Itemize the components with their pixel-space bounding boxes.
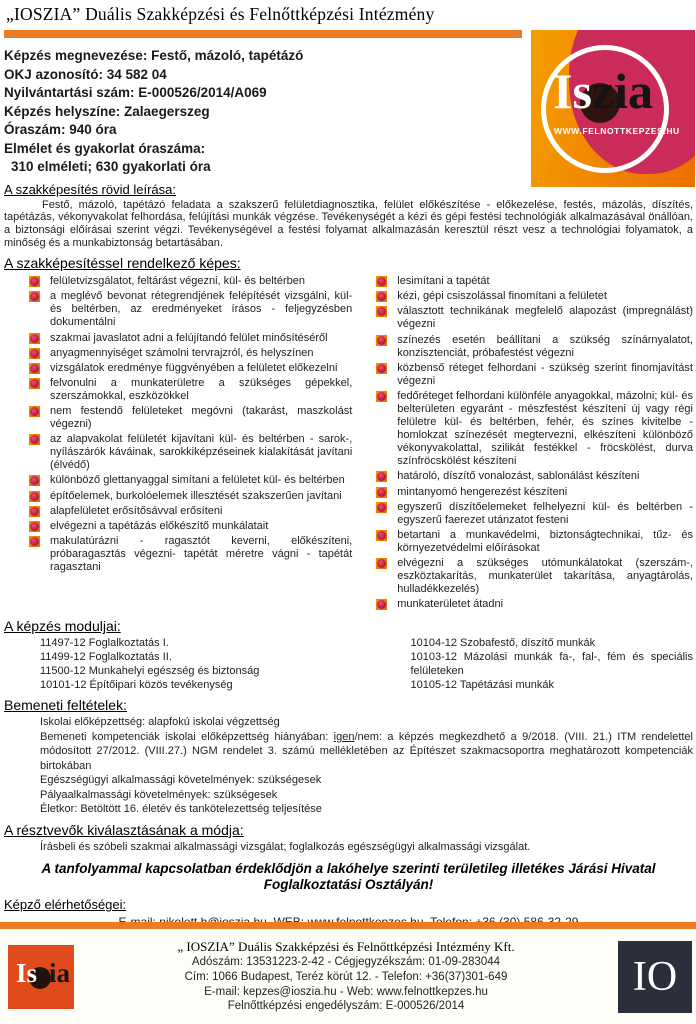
module-item: 10101-12 Építőipari közös tevékenység <box>40 679 233 692</box>
ioszia-bullet-icon <box>376 599 387 610</box>
ioszia-bullet-icon <box>376 335 387 346</box>
list-item-text: közbenső réteget felhordani - szükség szerint finomjavítást végezni <box>397 361 693 387</box>
list-item <box>376 290 693 303</box>
section-heading-entry-requirements: Bemeneti feltételek: <box>4 697 127 714</box>
list-item-text: betartani a munkavédelmi, biztonságtechnikai, tűz- és környezetvédelmi előírásokat <box>397 528 693 554</box>
course-info-line: Képzés megnevezése: Festő, mázoló, tapétázó <box>4 48 304 63</box>
list-item-text: lesimítani a tapétát <box>397 275 490 288</box>
logo-website-text: WWW.FELNOTTKEPZES.HU <box>554 126 680 136</box>
ioszia-bullet-icon <box>29 348 40 359</box>
list-item <box>29 405 352 431</box>
module-item: 11497-12 Foglalkoztatás I. <box>40 637 169 650</box>
footer-email-line: E-mail: kepzes@ioszia.hu - Web: www.felnottkepzes.hu <box>204 985 488 998</box>
entry-competency-prefix: Bemeneti kompetenciák iskolai előképzettség hiányában: <box>40 730 334 743</box>
list-item-text: nem festendő felületeket megóvni (takarást, maszkolást végezni) <box>50 404 353 431</box>
list-item-text: alapfelületet erősítősávval erősíteni <box>50 504 223 517</box>
list-item-text: munkaterületet átadni <box>397 598 504 611</box>
list-item-text: felvonulni a munkaterületre a szükséges gépekkel, szerszámokkal, eszközökkel <box>50 376 353 402</box>
footer-io-logo: IO <box>618 941 692 1013</box>
competency-list-right <box>362 273 693 613</box>
ioszia-bullet-icon <box>29 475 40 486</box>
list-item-text: felületvizsgálatot, feltárást végezni, kül- és beltérben <box>50 275 305 288</box>
footer-ioszia-logo <box>8 945 74 1009</box>
list-item <box>29 362 352 375</box>
selection-text: Írásbeli és szóbeli szakmai alkalmassági vizsgálat; foglalkozás egészségügyi alkalmassági vizsgálat. <box>40 840 531 853</box>
list-item <box>376 557 693 596</box>
entry-line-aptitude: Pályaalkalmassági követelmények: szükségesek <box>40 788 278 801</box>
list-item <box>29 290 352 329</box>
list-item-text: a meglévő bevonat rétegrendjének felépítését vizsgálni, kül- és beltérben, az eredményeket írásos - feljegyzésben dokumentálni <box>50 290 353 329</box>
list-item <box>29 433 352 472</box>
ioszia-bullet-icon <box>29 363 40 374</box>
course-info-line: OKJ azonosító: 34 582 04 <box>4 66 167 82</box>
course-info-line: 310 elméleti; 630 gyakorlati óra <box>11 159 211 174</box>
list-item-text: mintanyomó hengerezést készíteni <box>397 485 568 498</box>
list-item <box>376 486 693 499</box>
footer-address-line: Cím: 1066 Budapest, Teréz körút 12. - Telefon: +36(37)301-649 <box>184 970 508 983</box>
list-item <box>29 377 352 403</box>
list-item <box>29 474 352 487</box>
list-item <box>376 334 693 360</box>
entry-line-competencies <box>4 730 693 774</box>
logo-wordmark <box>553 63 654 119</box>
footer-content <box>0 929 696 1024</box>
ioszia-bullet-icon <box>29 536 40 547</box>
footer-logo-letters-zia: zia <box>37 957 71 988</box>
ioszia-bullet-icon <box>376 306 387 317</box>
list-item <box>29 332 352 345</box>
list-item <box>29 520 352 533</box>
footer-company-name: „ IOSZIA” Duális Szakképzési és Felnőttképzési Intézmény Kft. <box>177 938 515 954</box>
ioszia-logo <box>531 30 695 187</box>
footer <box>0 922 696 1024</box>
list-item-text: vizsgálatok eredménye függvényében a felületet előkezelni <box>50 361 338 374</box>
list-item-text: fedőréteget felhordani különféle anyagokkal, mázolni; kül- és belterületen egyaránt - mészfestést készíteni új vagy régi felületre kül- és beltérben, fehér, és színes kivitelbe - homlokzat színezését megtervezni, elkészíteni különböző vékonyvakolattal, szilikát festékkel - fröcskölést, durva színfröcskölést készíteni <box>397 389 693 468</box>
footer-logo-wordmark <box>16 957 71 988</box>
list-item-text: az alapvakolat felületét kijavítani kül- és beltérben - sarok-, nyílászárók káváinak, sarokkiképzéseinek kialakítását javítani (élvédő) <box>50 433 353 472</box>
course-info-line: Elmélet és gyakorlat óraszáma: <box>4 140 206 156</box>
list-item <box>29 535 352 574</box>
list-item-text: építőelemek, burkolóelemek illesztését szakszerűen javítani <box>50 489 342 502</box>
list-item <box>376 390 693 469</box>
list-item-text: különböző glettanyaggal simítani a felületet kül- és beltérben <box>50 474 345 487</box>
list-item-text: kézi, gépi csiszolással finomítani a felületet <box>397 290 607 303</box>
list-item <box>29 275 352 288</box>
competency-columns <box>4 273 693 613</box>
ioszia-bullet-icon <box>29 378 40 389</box>
list-item <box>376 598 693 611</box>
entry-line-schooling: Iskolai előképzettség: alapfokú iskolai végzettség <box>40 716 280 729</box>
footer-permit-line: Felnőttképzési engedélyszám: E-000526/2014 <box>227 1000 465 1013</box>
ioszia-bullet-icon <box>376 363 387 374</box>
ioszia-bullet-icon <box>376 391 387 402</box>
footer-logo-letter-s: s <box>26 957 38 988</box>
ioszia-bullet-icon <box>29 406 40 417</box>
section-heading-selection: A résztvevők kiválasztásának a módja: <box>4 821 244 838</box>
section-heading-modules: A képzés moduljai: <box>4 618 121 635</box>
module-item: 10104-12 Szobafestő, díszítő munkák <box>410 637 596 650</box>
logo-letters-zia: zia <box>591 63 654 119</box>
header-divider <box>4 30 522 38</box>
ioszia-bullet-icon <box>376 502 387 513</box>
entry-line-health: Egészségügyi alkalmassági követelmények: szükségesek <box>40 774 322 787</box>
list-item <box>376 529 693 555</box>
ioszia-bullet-icon <box>29 491 40 502</box>
ioszia-bullet-icon <box>376 276 387 287</box>
module-list-right <box>411 636 693 692</box>
ioszia-bullet-icon <box>376 487 387 498</box>
list-item <box>29 347 352 360</box>
ioszia-bullet-icon <box>29 333 40 344</box>
ioszia-bullet-icon <box>29 276 40 287</box>
list-item <box>376 470 693 483</box>
entry-line-age: Életkor: Betöltött 16. életév és tankötelezettség teljesítése <box>40 803 322 816</box>
module-item: 10105-12 Tapétázási munkák <box>410 679 555 692</box>
list-item <box>376 501 693 527</box>
list-item <box>376 275 693 288</box>
footer-divider <box>0 922 696 929</box>
course-info-line: Óraszám: 940 óra <box>4 122 117 137</box>
ioszia-bullet-icon <box>29 506 40 517</box>
ioszia-bullet-icon <box>29 291 40 302</box>
ioszia-bullet-icon <box>376 530 387 541</box>
description-paragraph: Festő, mázoló, tapétázó feladata a szakszerű felületdiagnosztika, felület előkészítése - előkezelése, festés, mázolás, díszítés, tapétázás, vékonyvakolat felhordása, felújítási munkák végzése. Tevékenységét a kézi és gépi festési technológiák alkalmazásával önállóan, a biztonsági előírásai szerint végzi. Tevékenységével a festési folyamat alkalmazásán keresztül részt vesz a technológiai folyamatok, a minőség és a munkabiztonság betartásában. <box>4 198 693 250</box>
module-item: 11499-12 Foglalkoztatás II. <box>40 651 172 664</box>
logo-letter-s: s <box>572 63 592 119</box>
list-item-text: színezés esetén beállítani a szükség színárnyalatot, konzisztenciát, próbafestést végezni <box>397 333 693 359</box>
list-item <box>376 305 693 331</box>
list-item <box>29 505 352 518</box>
footer-text-block <box>74 939 618 1014</box>
entry-yes-underlined: igen <box>333 730 355 743</box>
module-list-left <box>4 636 411 692</box>
page-title: „IOSZIA” Duális Szakképzési és Felnőttképzési Intézmény <box>6 4 435 24</box>
list-item-text: szakmai javaslatot adni a felújítandó felület minősítéséről <box>50 331 328 344</box>
footer-logo-letter-i: I <box>16 957 27 988</box>
course-info-line: Képzés helyszíne: Zalaegerszeg <box>4 103 210 119</box>
ioszia-bullet-icon <box>29 521 40 532</box>
notice-text: A tanfolyammal kapcsolatban érdeklődjön a lakóhelye szerinti területileg illetékes Járási Hivatal Foglalkoztatási Osztályán! <box>41 861 656 892</box>
list-item-text: határoló, díszítő vonalozást, sablonálást készíteni <box>397 470 640 483</box>
module-item: 11500-12 Munkahelyi egészség és biztonság <box>40 665 260 678</box>
ioszia-bullet-icon <box>376 471 387 482</box>
ioszia-bullet-icon <box>376 558 387 569</box>
list-item-text: egyszerű díszítőelemeket felhelyezni kül- és beltérben - egyszerű faerezet utánzatot festeni <box>397 500 693 526</box>
course-info <box>4 47 524 177</box>
list-item <box>29 490 352 503</box>
list-item <box>376 362 693 388</box>
entry-competency-suffix: /nem: a képzés megkezdhető a 9/2018. (VIII. 21.) ITM rendelettel módosított 27/2012. (VIII.27.) NGM rendelet 3. számú mellékletében az Építészet szakmacsoportra meghatározott kompetenciák birtokában <box>40 730 693 772</box>
list-item-text: makulatúrázni - ragasztót keverni, előkészíteni, próbaragasztás végezni- tapétát méretre vágni - tapétát ragasztani <box>50 534 353 573</box>
list-item-text: anyagmennyiséget számolni tervrajzról, és helyszínen <box>50 346 314 359</box>
list-item-text: elvégezni a tapétázás előkészítő munkálatait <box>50 519 269 532</box>
section-heading-contact: Képző elérhetőségei: <box>4 897 127 913</box>
ioszia-bullet-icon <box>29 434 40 445</box>
competency-list-left <box>4 273 362 613</box>
section-heading-competencies: A szakképesítéssel rendelkező képes: <box>4 255 241 272</box>
module-columns <box>4 636 693 692</box>
footer-tax-line: Adószám: 13531223-2-42 - Cégjegyzékszám: 01-09-283044 <box>191 955 501 968</box>
ioszia-bullet-icon <box>376 291 387 302</box>
logo-letter-i: I <box>553 63 573 119</box>
module-item: 10103-12 Mázolási munkák fa-, fal-, fém és speciális felületeken <box>410 651 693 678</box>
list-item-text: választott technikának megfelelő alapozást (impregnálást) végezni <box>397 305 693 331</box>
course-info-line: Nyilvántartási szám: E-000526/2014/A069 <box>4 85 267 100</box>
section-heading-description: A szakképesítés rövid leírása: <box>4 181 176 197</box>
list-item-text: elvégezni a szükséges utómunkálatokat (szerszám-, eszköztakarítás, munkaterület takarítása, anyagtárolás, hulladékkezelés) <box>397 557 693 596</box>
